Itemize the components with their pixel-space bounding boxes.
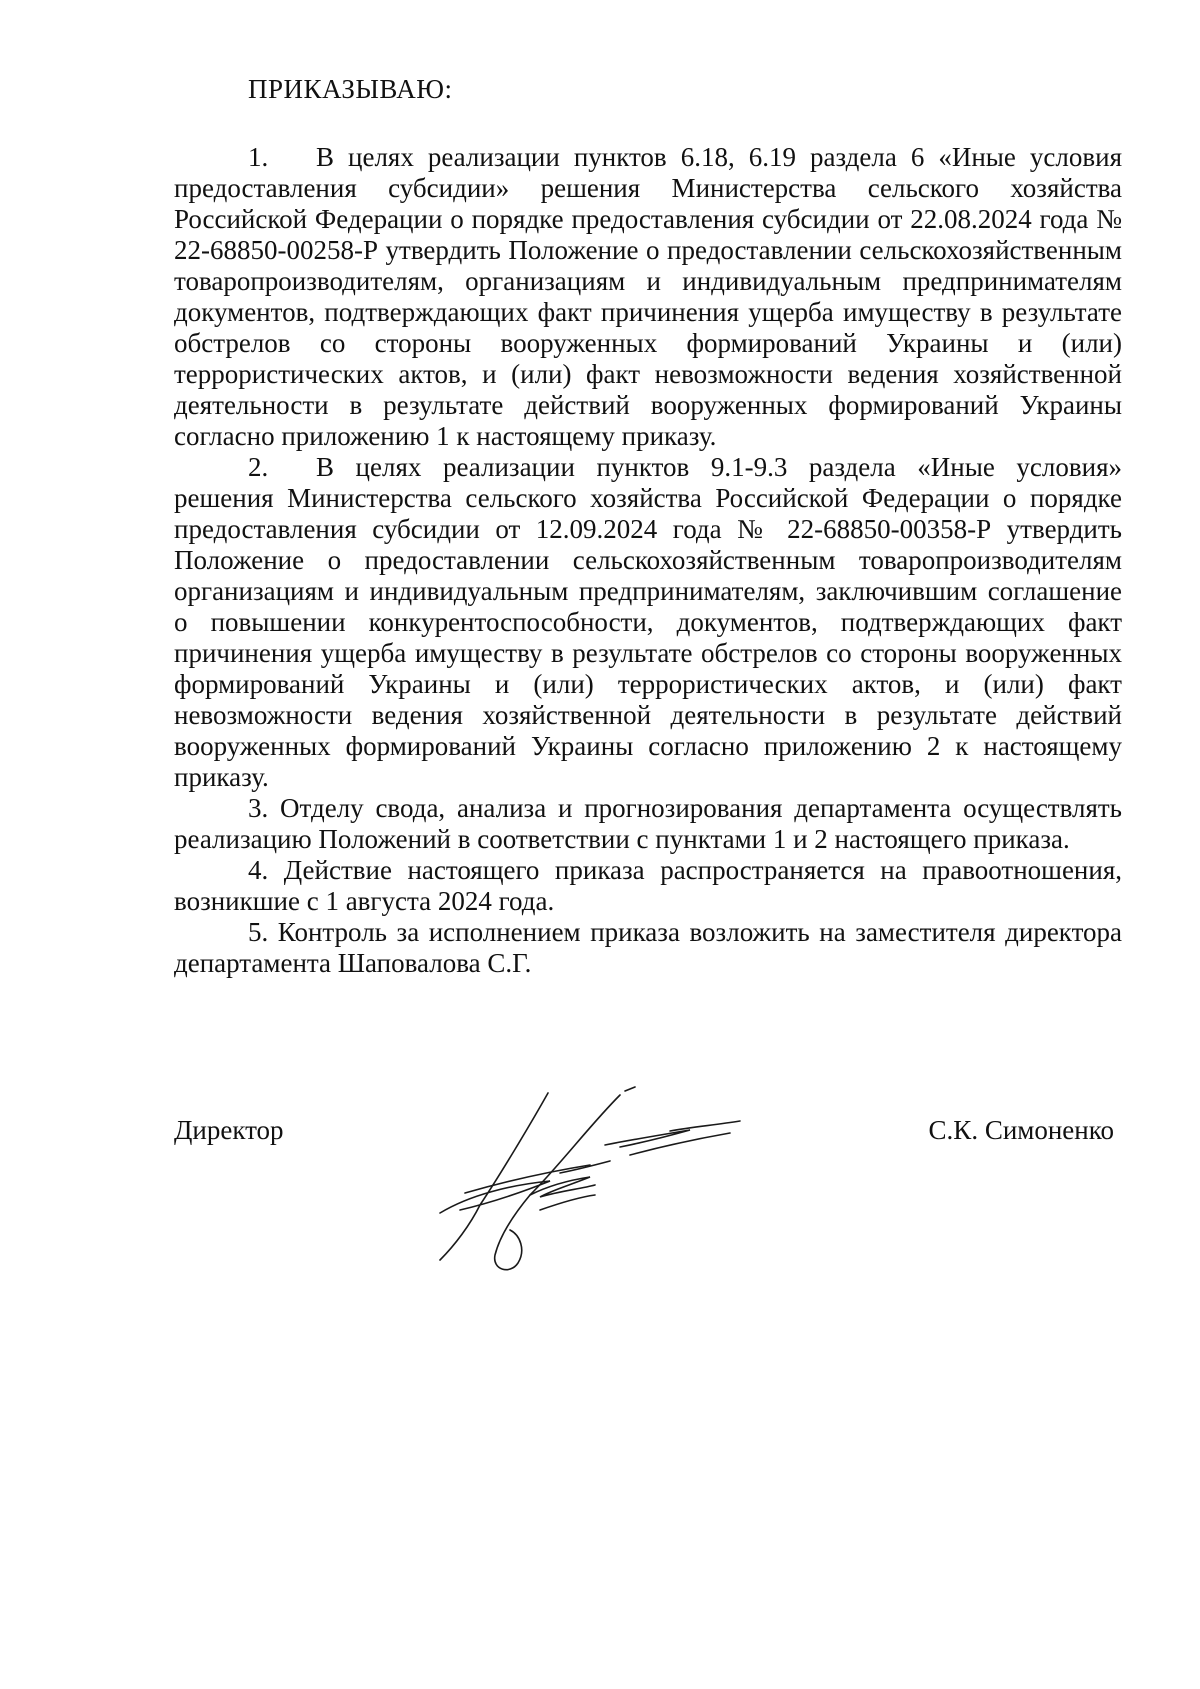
order-item-1 bbox=[174, 142, 1122, 452]
order-item-3 bbox=[174, 793, 1122, 855]
item-text: В целях реализации пунктов 9.1-9.3 раздела «Иные условия» решения Министерства сельского хозяйства Российской Федерации о порядке предоставления субсидии от 12.09.2024 года № 22-68850-00358-Р утвердить Положение о предоставлении сельскохозяйственным товаропроизводителям организациям и индивидуальным предпринимателям, заключившим соглашение о повышении конкурентоспособности, документов, подтверждающих факт причинения ущерба имуществу в результате обстрелов со стороны вооруженных формирований Украины и (или) террористических актов, и (или) факт невозможности ведения хозяйственной деятельности в результате действий вооруженных формирований Украины согласно приложению 2 к настоящему приказу. bbox=[174, 452, 1122, 792]
item-text: 4. Действие настоящего приказа распространяется на правоотношения, возникшие с 1 августа 2024 года. bbox=[174, 855, 1122, 916]
item-text: 3. Отделу свода, анализа и прогнозирования департамента осуществлять реализацию Положений в соответствии с пунктами 1 и 2 настоящего приказа. bbox=[174, 793, 1122, 854]
handwritten-signature bbox=[430, 1085, 770, 1285]
signatory-title: Директор bbox=[174, 1115, 284, 1145]
signatory-name: С.К. Симоненко bbox=[928, 1115, 1114, 1145]
order-item-5 bbox=[174, 917, 1122, 979]
order-body bbox=[174, 142, 1122, 979]
order-item-4 bbox=[174, 855, 1122, 917]
item-text: 5. Контроль за исполнением приказа возложить на заместителя директора департамента Шаповалова С.Г. bbox=[174, 917, 1122, 978]
order-heading: ПРИКАЗЫВАЮ: bbox=[248, 74, 453, 104]
order-item-2 bbox=[174, 452, 1122, 793]
item-text: В целях реализации пунктов 6.18, 6.19 раздела 6 «Иные условия предоставления субсидии» решения Министерства сельского хозяйства Российской Федерации о порядке предоставления субсидии от 22.08.2024 года № 22-68850-00258-Р утвердить Положение о предоставлении сельскохозяйственным товаропроизводителям, организациям и индивидуальным предпринимателям документов, подтверждающих факт причинения ущерба имуществу в результате обстрелов со стороны вооруженных формирований Украины и (или) террористических актов, и (или) факт невозможности ведения хозяйственной деятельности в результате действий вооруженных формирований Украины согласно приложению 1 к настоящему приказу. bbox=[174, 142, 1122, 451]
item-number: 2. bbox=[248, 452, 269, 482]
item-number: 1. bbox=[248, 142, 269, 172]
